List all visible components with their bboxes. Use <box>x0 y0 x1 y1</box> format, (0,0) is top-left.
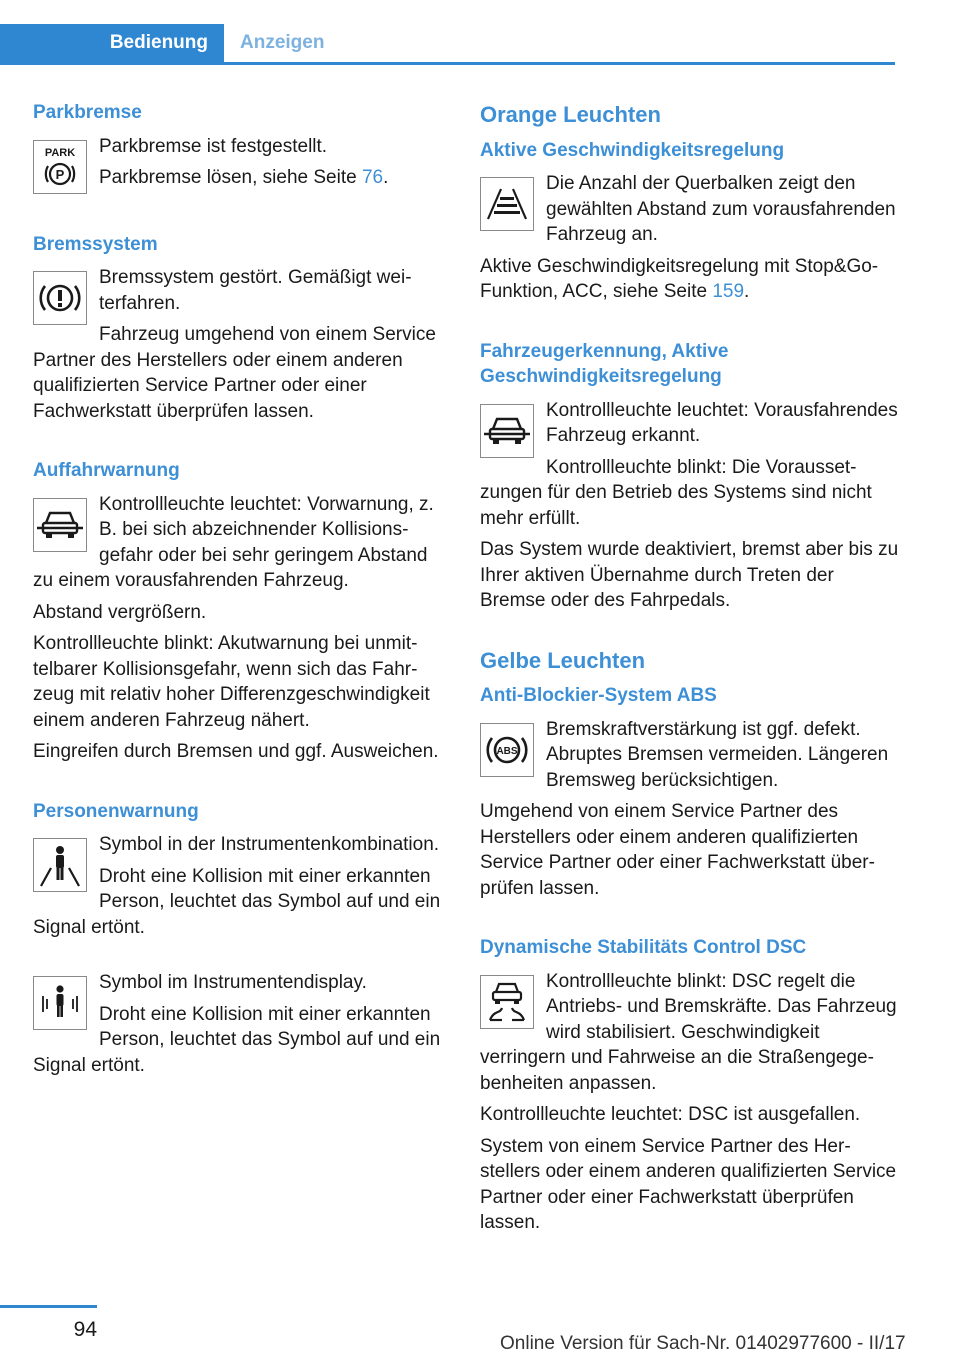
pedestrian-warning-icon <box>33 838 87 892</box>
acc-text-2: Aktive Geschwindigkeitsregelung mit Stop&Go-Funktion, ACC, siehe Seite 159. <box>480 255 879 302</box>
auffahrwarnung-text-1: Kontrollleuchte leuchtet: Vorwarnung, z. B. bei sich abzeichnender Kollisionsgefahr oder bei sehr geringem Abstand zu einem vorausfahrenden Fahrzeug. <box>33 493 434 591</box>
parking-brake-icon <box>33 140 87 194</box>
section-personenwarnung <box>33 799 451 947</box>
abs-icon-label: ABS <box>496 745 518 757</box>
personenwarnung-text-1: Symbol in der Instrumentenkombination. <box>99 834 440 855</box>
collision-warning-car-icon <box>33 498 87 552</box>
vehicle-detected-icon <box>480 404 534 458</box>
section-acc <box>480 138 900 305</box>
personenwarnung-text-2: Droht eine Kollision mit einer erkannten Person, leuchtet das Symbol auf und ein Signal ertönt. <box>33 865 441 938</box>
tab-anzeigen[interactable]: Anzeigen <box>240 32 325 53</box>
heading-personenwarnung: Personenwarnung <box>33 800 199 822</box>
heading-orange-leuchten: Orange Leuchten <box>480 102 661 127</box>
heading-fahrzeugerkennung: Fahrzeugerkennung, Aktive Geschwindigkeitsregelung <box>480 340 729 387</box>
abs-text-1: Bremskraftverstärkung ist ggf. defekt. Abruptes Bremsen vermeiden. Längeren Bremsweg berücksichtigen. <box>546 718 889 791</box>
heading-acc: Aktive Geschwindigkeitsregelung <box>480 139 785 161</box>
heading-abs: Anti-Blockier-System ABS <box>480 685 717 706</box>
bremssystem-text-1: Bremssystem gestört. Gemäßigt weiterfahren. <box>99 267 412 314</box>
auffahrwarnung-text-3: Kontrollleuchte blinkt: Akutwarnung bei unmittelbarer Kollisionsgefahr, wenn sich das Fahrzeug mit relativ hoher Differenzgeschwindigkeit einem anderen Fahrzeug nähert. <box>33 633 430 731</box>
svg-text:P: P <box>55 166 65 182</box>
section-parkbremse <box>33 100 451 198</box>
left-column <box>33 100 451 1084</box>
section-personenwarnung-display <box>33 970 451 1078</box>
personenwarnung-text-4: Droht eine Kollision mit einer erkannten Person, leuchtet das Symbol auf und ein Signal ertönt. <box>33 1003 441 1076</box>
distance-bars-icon <box>480 177 534 231</box>
page-number: 94 <box>73 1318 97 1341</box>
dsc-text-3: System von einem Service Partner des Herstellers oder einem anderen qualifizierten Service Partner oder einer Fachwerkstatt überprüfen lassen. <box>480 1135 897 1233</box>
page-link-76[interactable]: 76 <box>361 167 384 188</box>
abs-icon <box>480 723 534 777</box>
bremssystem-text-2: Fahrzeug umgehend von einem Service Partner des Herstellers oder einem anderen qualifizierten Service Partner oder einer Fachwerkstatt überprüfen lassen. <box>33 324 436 422</box>
heading-dsc: Dynamische Stabilitäts Control DSC <box>480 937 807 958</box>
section-bremssystem <box>33 232 451 425</box>
heading-auffahrwarnung: Auffahrwarnung <box>33 460 180 481</box>
fahrzeugerkennung-text-3: Das System wurde deaktiviert, bremst aber bis zu Ihrer aktiven Übernahme durch Treten der Bremse oder des Fahrpedals. <box>480 539 899 611</box>
section-fahrzeugerkennung <box>480 339 900 614</box>
parkbremse-text-2: Parkbremse lösen, siehe Seite 76. <box>99 167 389 188</box>
section-auffahrwarnung <box>33 458 451 765</box>
dsc-text-1: Kontrollleuchte blinkt: DSC regelt die Antriebs- und Bremskräfte. Das Fahrzeug wird stabilisiert. Geschwindigkeit verringern und Fahrweise an die Straßengegebenheiten anpassen. <box>480 970 897 1094</box>
acc-text-1: Die Anzahl der Querbalken zeigt den gewählten Abstand zum vorausfahrenden Fahrzeug an. <box>546 173 896 245</box>
abs-text-2: Umgehend von einem Service Partner des Herstellers oder einem anderen qualifizierten Service Partner oder einer Fachwerkstatt überprüfen lassen. <box>480 801 875 899</box>
pedestrian-display-icon <box>33 976 87 1030</box>
footer-version-text: Online Version für Sach-Nr. 01402977600 - II/17 <box>500 1333 906 1354</box>
heading-parkbremse: Parkbremse <box>33 102 142 123</box>
fahrzeugerkennung-text-1: Kontrollleuchte leuchtet: Vorausfahrendes Fahrzeug erkannt. <box>546 399 898 446</box>
section-abs <box>480 683 900 901</box>
heading-gelbe-leuchten: Gelbe Leuchten <box>480 647 646 673</box>
header-tabbar <box>0 24 895 65</box>
brake-warning-icon <box>33 271 87 325</box>
dsc-skid-car-icon <box>480 975 534 1029</box>
parkbremse-text-1: Parkbremse ist festgestellt. <box>99 135 328 157</box>
park-icon-label: PARK <box>44 146 76 159</box>
page-link-159[interactable]: 159 <box>712 281 745 302</box>
section-dsc <box>480 935 900 1236</box>
dsc-text-2: Kontrollleuchte leuchtet: DSC ist ausgefallen. <box>480 1104 861 1125</box>
auffahrwarnung-text-4: Eingreifen durch Bremsen und ggf. Ausweichen. <box>33 741 439 762</box>
fahrzeugerkennung-text-2: Kontrollleuchte blinkt: Die Voraussetzungen für den Betrieb des Systems sind nicht mehr erfüllt. <box>480 456 872 529</box>
footer-accent-line <box>0 1305 97 1308</box>
auffahrwarnung-text-2: Abstand vergrößern. <box>33 601 207 623</box>
personenwarnung-text-3: Symbol im Instrumentendisplay. <box>99 972 367 993</box>
tab-bedienung[interactable]: Bedienung <box>0 24 224 62</box>
right-column <box>480 100 900 1242</box>
heading-bremssystem: Bremssystem <box>33 233 158 255</box>
